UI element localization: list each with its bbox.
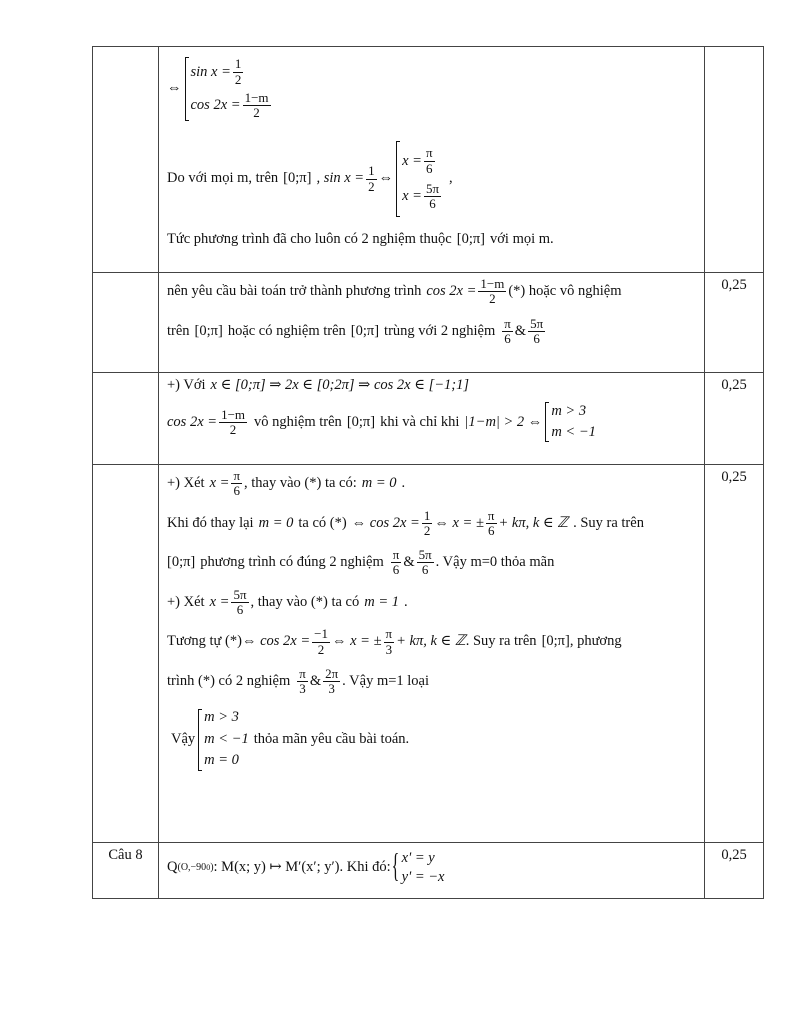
math: [0;π] <box>541 633 570 650</box>
num: 5π <box>425 181 440 196</box>
question-cell <box>93 465 159 843</box>
math: [0;π] <box>194 322 223 339</box>
math: y' = −x <box>401 869 445 885</box>
superscript: 0 <box>206 863 211 873</box>
text: , phương <box>569 633 622 650</box>
text: (*) hoặc vô nghiệm <box>508 283 622 300</box>
text-line <box>167 588 696 618</box>
text: +) Xét <box>167 593 205 610</box>
table-row <box>93 465 764 843</box>
text-line <box>167 317 696 347</box>
text-line <box>167 849 696 887</box>
den: 6 <box>236 602 244 618</box>
points-cell: 0,25 <box>705 465 764 843</box>
den: 6 <box>533 330 540 346</box>
text: & <box>309 673 322 690</box>
text: . Suy ra trên <box>465 633 537 650</box>
text: khi và chỉ khi <box>380 413 460 430</box>
math: m < −1 <box>551 424 596 441</box>
num: 1 <box>423 507 431 523</box>
eq-line <box>191 57 273 87</box>
math: [0;π] <box>456 231 485 247</box>
content-cell <box>159 843 705 899</box>
eq-line <box>204 731 409 748</box>
math: x = <box>402 152 422 169</box>
math: ⇔ cos 2x = <box>241 633 311 650</box>
text: Q <box>167 859 178 876</box>
math: [0;π] <box>346 413 376 430</box>
num: π <box>385 626 393 642</box>
math: + kπ, k ∈ ℤ <box>396 633 466 650</box>
text: phương trình có đúng 2 nghiệm <box>200 554 384 571</box>
subscript: (O,−90 <box>177 862 207 873</box>
question-cell: Câu 8 <box>93 843 159 899</box>
fraction <box>231 588 248 618</box>
text: Do với mọi m, trên <box>167 170 279 187</box>
text: , thay vào (*) ta có: <box>244 475 357 492</box>
text: thỏa mãn yêu cầu bài toán. <box>253 730 410 747</box>
math: cos 2x = <box>190 97 241 114</box>
den: 3 <box>385 641 393 657</box>
answer-table <box>92 46 764 899</box>
text: với mọi m. <box>490 231 554 247</box>
num: 1 <box>368 163 375 179</box>
points-cell: 0,25 <box>705 843 764 899</box>
fraction <box>478 277 506 307</box>
text: hoặc có nghiệm trên <box>227 322 346 339</box>
num: 5π <box>530 315 544 331</box>
table-row <box>93 273 764 373</box>
den: 6 <box>233 483 240 499</box>
math: m > 3 <box>204 709 239 726</box>
fraction <box>312 627 330 657</box>
math: x = <box>402 188 422 205</box>
text: trình (*) có 2 nghiệm <box>167 673 291 690</box>
points-cell <box>705 47 764 273</box>
fraction <box>231 469 242 499</box>
den: 3 <box>299 681 306 697</box>
fraction <box>219 408 247 438</box>
num: π <box>299 665 306 681</box>
text: vô nghiệm trên <box>254 413 342 430</box>
eq-line <box>402 146 443 176</box>
fraction <box>528 317 545 347</box>
math: x' = y <box>401 849 435 866</box>
fraction <box>424 182 441 212</box>
points-cell: 0,25 <box>705 273 764 373</box>
math: [0;π] <box>350 322 380 339</box>
den: 6 <box>487 522 495 538</box>
num: π <box>425 145 433 161</box>
fraction <box>422 509 433 539</box>
text: Khi đó thay lại <box>167 514 254 531</box>
points-cell: 0,25 <box>705 373 764 465</box>
den: 6 <box>504 330 511 346</box>
num: 1 <box>234 56 242 72</box>
fraction <box>486 509 497 539</box>
subscript: ) <box>210 862 214 873</box>
text: , <box>449 170 453 187</box>
den: 2 <box>423 522 431 538</box>
text-line <box>167 402 696 442</box>
num: 1−m <box>244 90 269 105</box>
text-line <box>167 548 696 578</box>
den: 2 <box>489 291 496 307</box>
fraction <box>424 146 435 176</box>
question-cell <box>93 373 159 465</box>
num: 1−m <box>480 276 505 291</box>
math: + kπ, k ∈ ℤ <box>498 514 569 531</box>
den: 6 <box>429 196 436 212</box>
text-line <box>167 509 696 539</box>
text: & <box>403 554 415 571</box>
math: m = 1 <box>364 593 399 610</box>
text-line <box>167 469 696 499</box>
table-row <box>93 843 764 899</box>
brace: { x' = y y' = −x <box>391 849 445 885</box>
text: nên yêu cầu bài toán trở thành phương trình <box>167 283 422 300</box>
num: π <box>233 468 241 483</box>
text: . Suy ra trên <box>573 514 644 531</box>
math: m = 0 <box>258 514 294 531</box>
num: π <box>392 547 400 563</box>
num: π <box>487 507 495 523</box>
math: [0;π] <box>167 554 196 571</box>
den: 3 <box>328 681 335 697</box>
text: : M(x; y) ↦ M′(x′; y′). Khi đó: <box>213 859 391 876</box>
math: m = 0 <box>361 475 397 492</box>
den: 6 <box>425 160 433 176</box>
eq-line <box>402 182 443 212</box>
bracket <box>545 402 596 442</box>
text: & <box>514 322 527 339</box>
eq-line <box>191 91 273 121</box>
math: ⇔ cos 2x = <box>351 514 420 531</box>
text: . <box>401 475 406 492</box>
math: ⇔ x = ± <box>331 633 382 650</box>
text: . Vậy m=0 thỏa mãn <box>435 554 555 571</box>
text: , thay vào (*) ta có <box>250 593 360 610</box>
math: x = <box>209 475 230 492</box>
num: 1−m <box>221 406 246 422</box>
den: 6 <box>392 562 400 578</box>
num: 5π <box>233 586 247 602</box>
text-line <box>167 377 696 394</box>
text: Tương tự (*) <box>167 633 242 650</box>
table-row <box>93 47 764 273</box>
fraction <box>384 627 395 657</box>
question-cell <box>93 273 159 373</box>
den: 2 <box>368 178 375 194</box>
den: 2 <box>253 105 260 121</box>
content-cell <box>159 47 705 273</box>
den: 2 <box>317 641 325 657</box>
text-line <box>167 231 696 248</box>
text: +) Xét <box>167 475 205 492</box>
num: 2π <box>325 665 339 681</box>
math: x ∈ [0;π] ⇒ 2x ∈ [0;2π] ⇒ cos 2x ∈ [−1;1] <box>210 377 469 393</box>
text-line <box>167 667 696 697</box>
question-cell <box>93 47 159 273</box>
text: trùng với 2 nghiệm <box>384 322 496 339</box>
equation-system <box>167 57 696 121</box>
iff-symbol: ⇔ <box>167 80 182 97</box>
fraction <box>417 548 434 578</box>
content-cell <box>159 373 705 465</box>
text: . Vậy m=1 loại <box>342 673 430 690</box>
den: 6 <box>421 562 429 578</box>
math: cos 2x = <box>167 413 218 430</box>
fraction <box>323 667 340 697</box>
content-cell <box>159 465 705 843</box>
math: |1−m| > 2 ⇔ <box>464 413 543 430</box>
text-line <box>167 627 696 657</box>
den: 2 <box>229 421 237 437</box>
bracket <box>185 57 273 121</box>
fraction <box>366 164 377 194</box>
table-row <box>93 373 764 465</box>
bracket <box>198 709 409 771</box>
math: , sin x = <box>316 170 365 187</box>
bracket <box>396 141 443 217</box>
math: ⇔ x = ± <box>434 514 484 531</box>
text: . <box>404 593 408 610</box>
fraction <box>233 57 244 87</box>
fraction <box>391 548 402 578</box>
fraction <box>502 317 513 347</box>
text-line <box>167 709 696 771</box>
num: −1 <box>314 626 328 642</box>
math: m > 3 <box>551 403 587 419</box>
text: trên <box>167 322 190 339</box>
math: m < −1 <box>204 730 249 747</box>
math: sin x = <box>190 63 231 80</box>
fraction <box>243 91 271 121</box>
text-line <box>167 277 696 307</box>
iff-symbol: ⇔ <box>378 170 394 187</box>
text: ta có (*) <box>298 514 347 531</box>
math: m = 0 <box>204 752 239 769</box>
text: Tức phương trình đã cho luôn có 2 nghiệm thuộc <box>167 231 452 247</box>
text: Vậy <box>171 730 196 747</box>
den: 2 <box>234 71 242 87</box>
fraction <box>297 667 308 697</box>
text-line <box>167 141 696 217</box>
num: 5π <box>418 547 432 563</box>
content-cell <box>159 273 705 373</box>
num: π <box>504 315 511 331</box>
math: [0;π] <box>283 170 312 187</box>
math: x = <box>209 593 230 610</box>
math: cos 2x = <box>426 283 477 300</box>
text: +) Với <box>167 377 206 393</box>
